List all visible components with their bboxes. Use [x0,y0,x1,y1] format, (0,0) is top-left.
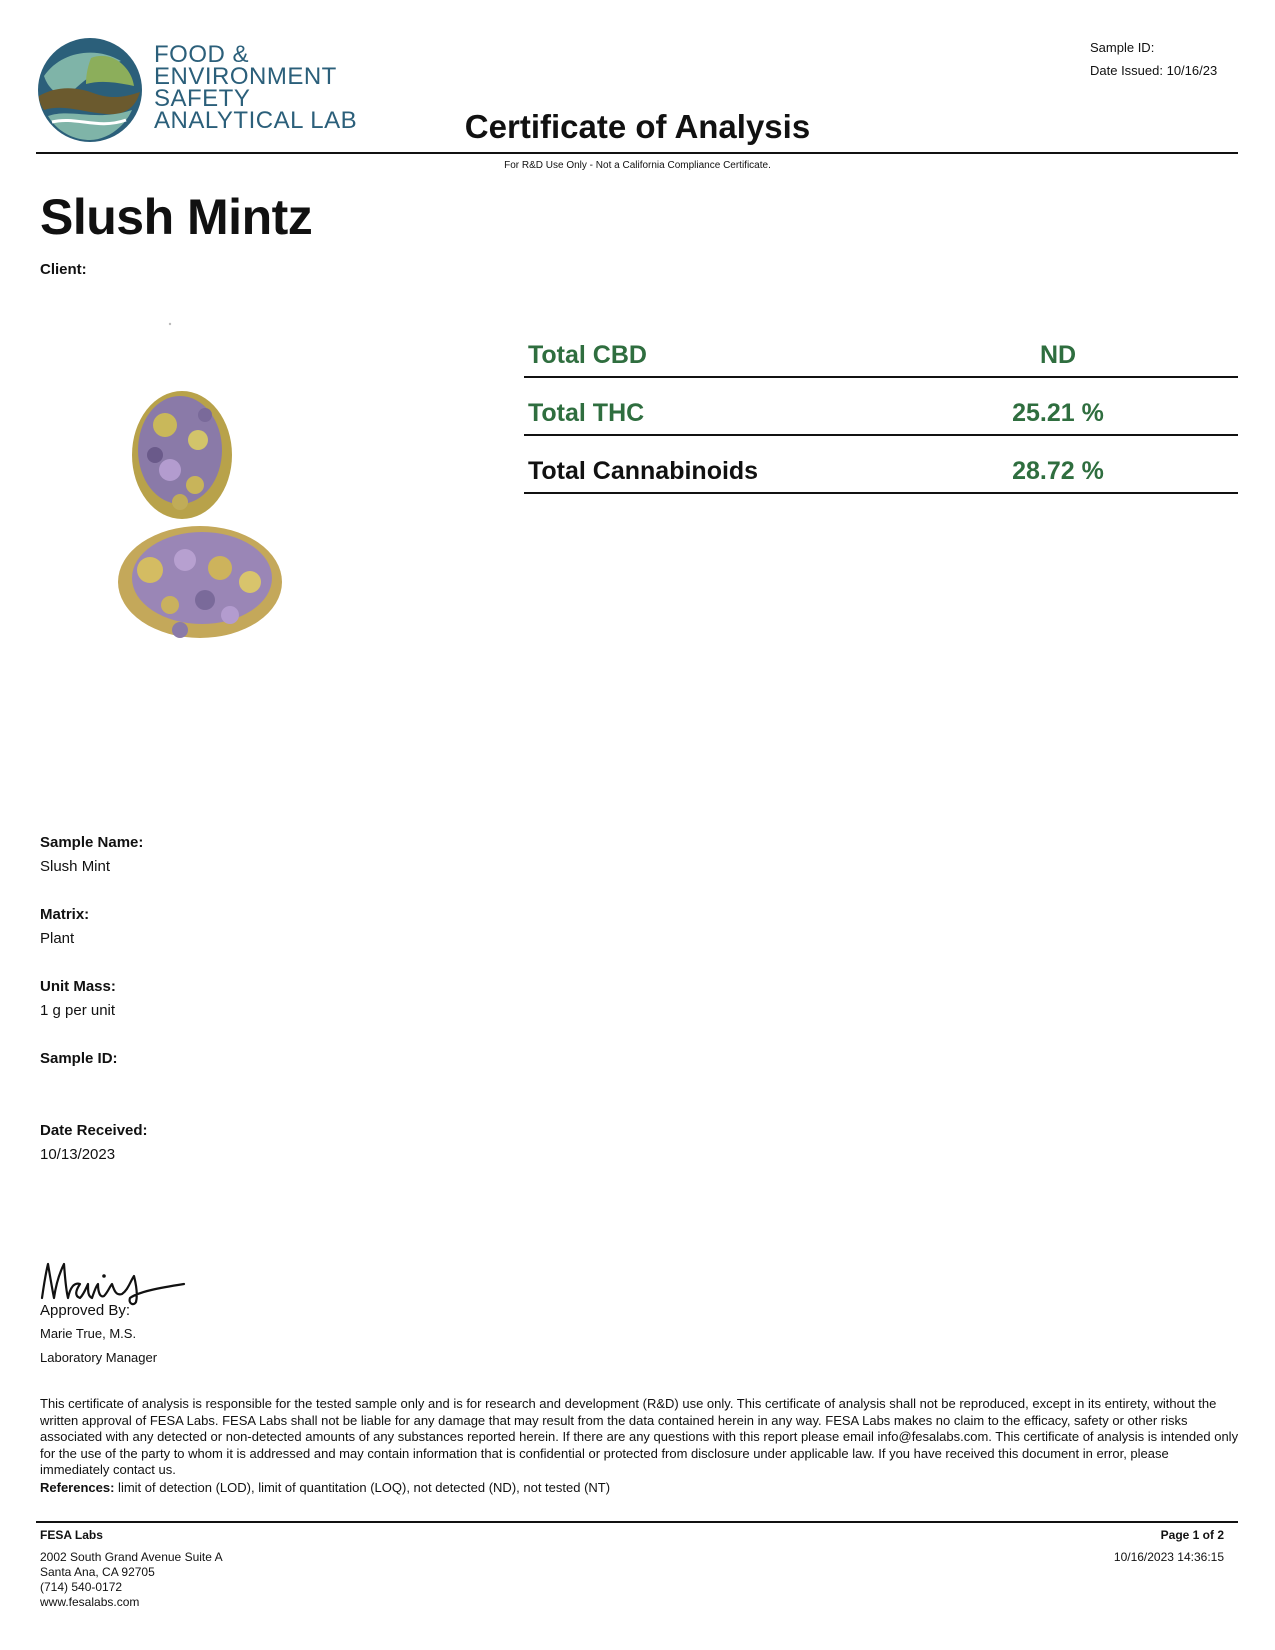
approver-title: Laboratory Manager [40,1350,158,1365]
total-cbd-label: Total CBD [528,341,647,369]
approved-by-label: Approved By: [40,1302,131,1319]
bud-bottom [118,526,282,638]
product-photo [110,320,310,680]
total-cannabinoids-label: Total Cannabinoids [528,457,759,485]
total-cbd-row [524,320,1238,378]
references [40,1480,1240,1495]
total-cannabinoids-value: 28.72 % [1012,457,1104,485]
unit-mass-label: Unit Mass: [40,978,116,995]
matrix-label: Matrix: [40,906,90,923]
footer-divider [36,1521,1238,1523]
footer-address-line: 2002 South Grand Avenue Suite A [40,1550,223,1564]
date-received-block [40,1119,440,1191]
rd-use-note: For R&D Use Only - Not a California Compliance Certificate. [504,160,771,171]
sample-id-value [40,1071,440,1095]
sample-id-block [40,1047,440,1119]
matrix-value: Plant [40,930,75,947]
header-sample-id: Sample ID: [1090,40,1155,55]
lab-name-line: FOOD & [154,41,250,68]
date-received-label: Date Received: [40,1122,148,1139]
unit-mass-block [40,975,440,1047]
sample-info [40,831,440,1191]
total-thc-label: Total THC [528,399,645,427]
sample-name-value: Slush Mint [40,858,111,875]
sample-id-label: Sample ID: [40,1050,118,1067]
total-thc-value: 25.21 % [1012,399,1104,427]
cannabinoid-totals [524,320,1238,494]
date-received-value: 10/13/2023 [40,1146,116,1163]
footer-timestamp: 10/16/2023 14:36:15 [1113,1550,1224,1564]
matrix-block [40,903,440,975]
references-label: References: [40,1480,115,1495]
signature-image [38,1254,188,1306]
footer-company: FESA Labs [40,1528,103,1542]
disclaimer-text: This certificate of analysis is responsible for the tested sample only and is for research and development (R&D) use only. This certificate of analysis shall not be reproduced, except in its entirety, without the written approval of FESA Labs. FESA Labs shall not be liable for any damage that may result from the data contained herein in any way. FESA Labs makes no claim to the efficacy, safety or other risks associated with any detected or non-detected amounts of any substances reported herein. If there are any questions with this report please email info@fesalabs.com. This certificate of analysis is intended only for the use of the party to whom it is addressed and may contain information that is confidential or protected from disclosure under applicable law. If you have received this document in error, please immediately contact us. [40,1396,1239,1477]
product-title: Slush Mintz [40,189,313,245]
total-cannabinoids-row [524,436,1238,494]
sample-name-block [40,831,440,903]
header-divider [36,152,1238,154]
total-cbd-value: ND [1039,341,1077,369]
document-title: Certificate of Analysis [464,108,811,145]
sample-name-label: Sample Name: [40,834,144,851]
footer-address [40,1550,223,1610]
lab-name-line: SAFETY [154,85,251,112]
footer-website[interactable]: www.fesalabs.com [40,1595,140,1609]
page-number: Page 1 of 2 [1160,1528,1224,1542]
approver-name: Marie True, M.S. [40,1326,137,1341]
footer-phone: (714) 540-0172 [40,1580,123,1594]
lab-name-line: ENVIRONMENT [154,63,337,90]
references-text: limit of detection (LOD), limit of quantitation (LOQ), not detected (ND), not tested (NT) [114,1480,611,1495]
unit-mass-value: 1 g per unit [40,1002,116,1019]
date-issued: Date Issued: 10/16/23 [1090,63,1218,78]
footer-address-line: Santa Ana, CA 92705 [40,1565,155,1579]
lab-name-line: ANALYTICAL LAB [154,107,358,134]
bud-top [132,391,232,519]
client-label: Client: [40,261,87,278]
total-thc-row [524,378,1238,436]
